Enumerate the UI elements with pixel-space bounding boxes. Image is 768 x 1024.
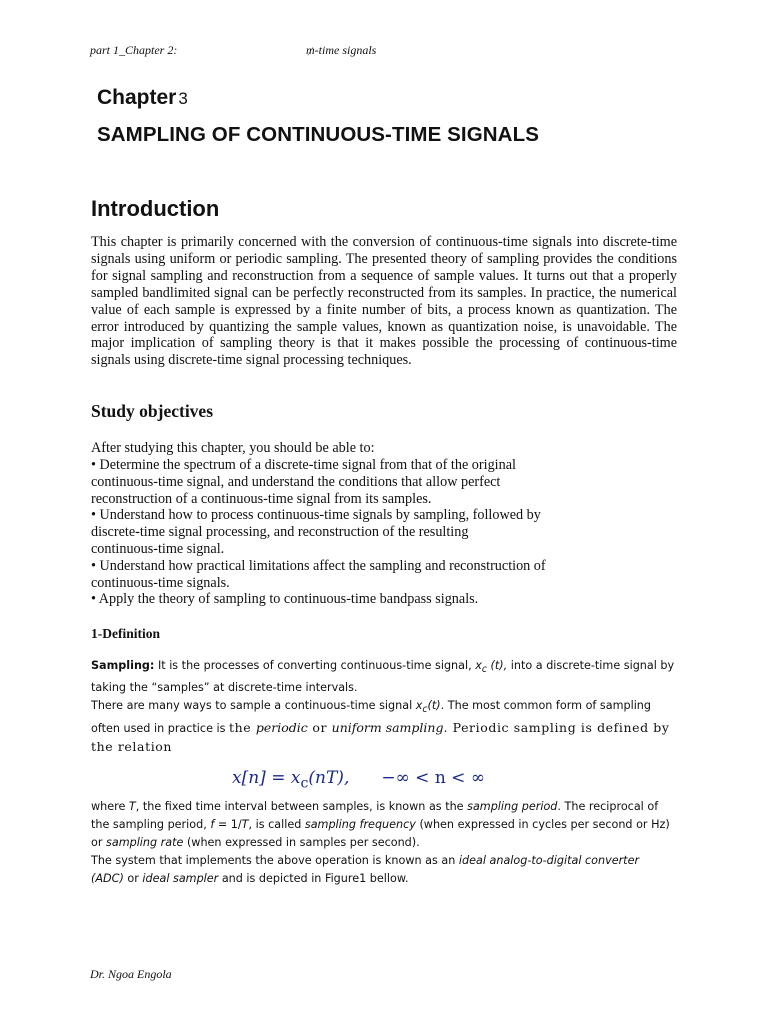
text-run: (when expressed in cycles per second or Hz) xyxy=(415,818,670,831)
objective-line: continuous-time signal, and understand the conditions that allow perfect xyxy=(91,473,501,490)
equation-range: −∞ < n < ∞ xyxy=(381,768,485,788)
objective-line: • Determine the spectrum of a discrete-time signal from that of the original xyxy=(91,457,516,473)
symbol-f: f xyxy=(210,818,215,831)
definition-heading: 1-Definition xyxy=(91,626,160,641)
adc-term: ideal analog-to-digital converter xyxy=(458,854,640,867)
symbol-T: T xyxy=(128,800,136,813)
signal-symbol xyxy=(475,659,508,676)
study-objectives-lead: After studying this chapter, you should be able to: xyxy=(91,440,375,456)
definition-line-4 xyxy=(91,719,677,738)
study-objectives-heading: Study objectives xyxy=(91,401,214,421)
period-line-3 xyxy=(91,834,681,852)
text-run: The system that implements the above operation is known as an xyxy=(91,854,459,867)
text-run: = 1/ xyxy=(214,818,242,831)
symbol-x: x xyxy=(415,699,423,713)
text-run: or xyxy=(307,720,332,736)
text-run: or xyxy=(123,872,143,885)
definition-line-2: taking the “samples” at discrete-time intervals. xyxy=(91,681,358,695)
ideal-sampler-term: ideal sampler xyxy=(142,872,219,885)
text-run: There are many ways to sample a continuous-time signal xyxy=(91,699,416,713)
objective-line: continuous-time signals. xyxy=(91,574,230,591)
objective-line: continuous-time signal. xyxy=(91,540,225,557)
objective-line: • Understand how to process continuous-time signals by sampling, followed by xyxy=(91,507,541,524)
periodic-term: periodic xyxy=(255,720,308,736)
header-section-title: ₥-time signals xyxy=(306,43,377,57)
sampling-equation xyxy=(232,768,485,791)
text-run: or xyxy=(91,836,107,849)
equation-argument: (nT), xyxy=(308,768,350,788)
text-run: into a discrete-time signal by xyxy=(507,659,675,672)
equation-subscript: c xyxy=(300,775,309,792)
definition-line-5: the relation xyxy=(91,739,173,755)
text-run: and is depicted in Figure1 bellow. xyxy=(218,872,409,885)
sampling-rate-term: sampling rate xyxy=(106,836,184,849)
adc-line-1 xyxy=(91,852,681,870)
chapter-label xyxy=(97,86,188,110)
text-run: where xyxy=(91,800,129,813)
introduction-heading: Introduction xyxy=(91,196,220,221)
footer-author: Dr. Ngoa Engola xyxy=(90,967,172,981)
chapter-word: Chapter xyxy=(97,86,177,109)
symbol-subscript: c xyxy=(481,664,487,676)
symbol-arg: (t), xyxy=(487,659,508,672)
sampling-period-paragraph xyxy=(91,798,681,888)
sampling-term: Sampling: xyxy=(91,659,155,672)
objectives-list xyxy=(91,457,621,608)
text-run: the sampling period, xyxy=(91,818,211,831)
period-line-2 xyxy=(91,816,681,834)
symbol-x: x xyxy=(475,659,482,672)
text-run: (when expressed in samples per second). xyxy=(183,836,420,849)
symbol-T: T xyxy=(241,818,249,831)
objective-line: • Apply the theory of sampling to continuous-time bandpass signals. xyxy=(91,591,479,608)
text-run: , the fixed time interval between samples, is known as the xyxy=(135,800,468,813)
header-chapter-ref: part 1_Chapter 2: xyxy=(90,43,178,57)
text-run: . The reciprocal of xyxy=(557,800,659,813)
definition-line-1 xyxy=(91,657,677,679)
equation-lhs: x[n] = x xyxy=(232,768,301,788)
signal-symbol xyxy=(415,699,441,716)
definition-line-3 xyxy=(91,697,677,719)
objective-line: reconstruction of a continuous-time signal from its samples. xyxy=(91,490,432,507)
text-run: . Periodic sampling is defined by xyxy=(443,720,670,736)
uniform-sampling-term: uniform sampling xyxy=(331,720,444,736)
text-run: It is the processes of converting continuous-time signal, xyxy=(154,659,476,672)
adc-line-2 xyxy=(91,870,681,888)
sampling-frequency-term: sampling frequency xyxy=(304,818,416,831)
chapter-title: SAMPLING OF CONTINUOUS-TIME SIGNALS xyxy=(97,123,539,146)
sampling-period-term: sampling period xyxy=(467,800,558,813)
text-run: . The most common form of sampling xyxy=(440,699,652,713)
adc-abbrev: (ADC) xyxy=(91,872,124,885)
period-line-1 xyxy=(91,798,681,816)
symbol-arg: (t) xyxy=(427,699,441,713)
definition-paragraph xyxy=(91,657,677,756)
chapter-number: 3 xyxy=(178,89,188,108)
objective-line: • Understand how practical limitations affect the sampling and reconstruction of xyxy=(91,557,546,574)
text-run: often used in practice is xyxy=(91,722,230,736)
symbol-subscript: c xyxy=(422,704,428,716)
text-run: the xyxy=(229,720,256,736)
objective-line: discrete-time signal processing, and reconstruction of the resulting xyxy=(91,524,469,541)
introduction-paragraph: This chapter is primarily concerned with the conversion of continuous-time signals into discrete-time signals using uniform or periodic sampling. The presented theory of sampling provides the conditions for signal sampling and reconstruction from a sequence of sample values. It turns out that a properly sampled bandlimited signal can be perfectly reconstructed from its samples. In practice, the numerical value of each sample is expressed by a finite number of bits, a process known as quantization. The error introduced by quantizing the sample values, known as quantization noise, is unavoidable. The major implication of sampling theory is that it makes possible the processing of continuous-time signals using discrete-time signal processing techniques. xyxy=(91,234,677,369)
text-run: , is called xyxy=(248,818,305,831)
